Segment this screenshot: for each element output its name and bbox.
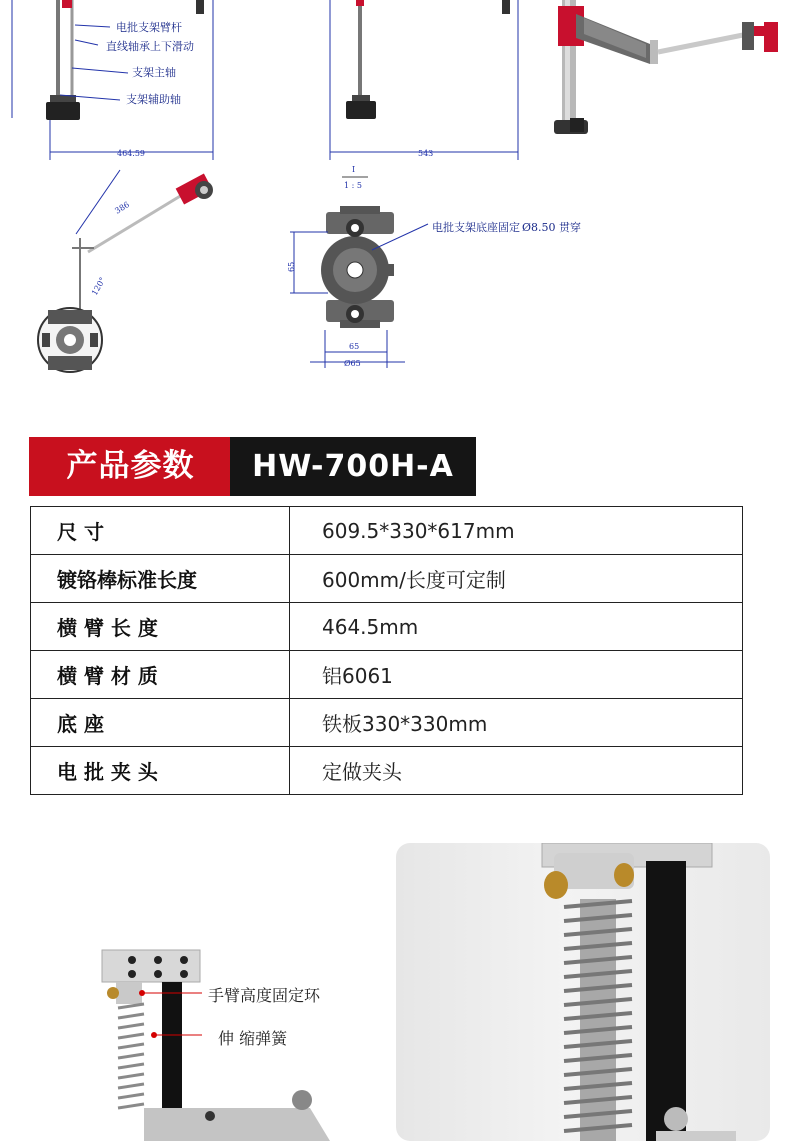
label-linear-bearing: 直线轴承上下滑动 (106, 40, 194, 53)
spec-key: 电 批 夹 头 (31, 747, 290, 795)
table-row (31, 747, 743, 795)
spec-key: 横 臂 长 度 (31, 603, 290, 651)
label-arm-rod: 电批支架臂杆 (116, 21, 182, 34)
params-title: 产品参数 (29, 437, 232, 496)
table-row (31, 603, 743, 651)
spec-key: 镀铬棒标准长度 (31, 555, 290, 603)
render-3d (554, 0, 778, 134)
callout-spring: 伸 缩弹簧 (218, 1029, 288, 1048)
dim-plate-dia: Ø65 (344, 359, 361, 368)
label-aux-shaft: 支架辅助轴 (126, 93, 181, 106)
front-view (12, 0, 213, 160)
spec-value: 609.5*330*617mm (290, 507, 743, 555)
label-through-hole: Ø8.50 贯穿 (522, 221, 582, 234)
closeup-illustration (396, 843, 770, 1141)
model-number: HW-700H-A (230, 437, 476, 496)
dim-front-width: 464.59 (117, 149, 145, 158)
dim-plate-bottom: 65 (349, 342, 360, 351)
technical-drawing (0, 0, 790, 410)
spec-key: 尺 寸 (31, 507, 290, 555)
spec-value: 铝6061 (290, 651, 743, 699)
scale-ratio: 1 : 5 (344, 181, 362, 190)
dim-arm-length: 386 (113, 199, 132, 216)
spec-value: 铁板330*330mm (290, 699, 743, 747)
spec-key: 横 臂 材 质 (31, 651, 290, 699)
table-row (31, 651, 743, 699)
scale-top: I (352, 165, 356, 174)
label-main-shaft: 支架主轴 (132, 66, 176, 79)
callout-height-ring: 手臂高度固定环 (208, 986, 321, 1005)
spec-value: 464.5mm (290, 603, 743, 651)
table-row (31, 555, 743, 603)
spec-table (30, 506, 743, 795)
spec-value: 600mm/长度可定制 (290, 555, 743, 603)
dim-side-width: 543 (418, 149, 434, 158)
product-photo-closeup (396, 843, 770, 1141)
spec-key: 底 座 (31, 699, 290, 747)
table-row (31, 507, 743, 555)
dim-plate-side: 65 (287, 261, 296, 272)
dim-angle: 120° (89, 275, 108, 297)
table-row (31, 699, 743, 747)
spec-value: 定做夹头 (290, 747, 743, 795)
label-base-fix: 电批支架底座固定 (432, 221, 520, 234)
